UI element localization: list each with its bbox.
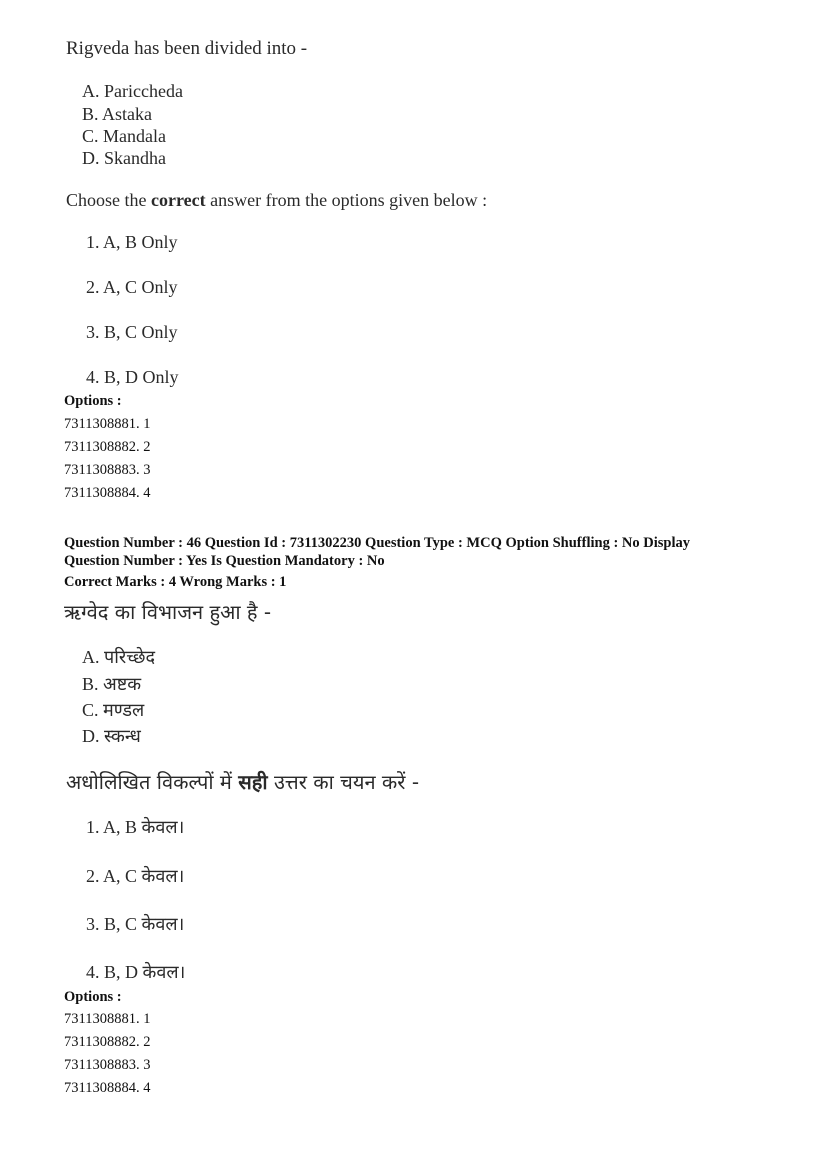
- choice-text: केवल।: [142, 962, 186, 983]
- instruction-emphasis: correct: [151, 190, 206, 210]
- answer-choice: 2. A, C Only: [86, 277, 178, 297]
- choice-label: 3. B, C: [86, 914, 138, 934]
- options-label: Options :: [64, 393, 122, 409]
- option-id: 7311308882. 2: [64, 1034, 151, 1050]
- item-label: C.: [82, 700, 99, 720]
- question-text-hindi: ऋग्वेद का विभाजन हुआ है -: [64, 600, 272, 624]
- item-label: D.: [82, 726, 100, 746]
- item-label: B.: [82, 674, 99, 694]
- choice-text: केवल।: [141, 914, 185, 935]
- list-item: A. Pariccheda: [82, 81, 183, 101]
- item-text: परिच्छेद: [104, 647, 156, 668]
- options-label: Options :: [64, 989, 122, 1005]
- option-id: 7311308884. 4: [64, 485, 151, 501]
- marks-line: Correct Marks : 4 Wrong Marks : 1: [64, 574, 287, 590]
- option-id: 7311308881. 1: [64, 416, 151, 432]
- question-meta-line: Question Number : 46 Question Id : 7311302230 Question Type : MCQ Option Shuffling : No Display: [64, 535, 690, 551]
- option-id: 7311308881. 1: [64, 1011, 151, 1027]
- list-item: D. Skandha: [82, 148, 166, 168]
- choice-label: 2. A, C: [86, 866, 138, 886]
- option-id: 7311308882. 2: [64, 439, 151, 455]
- answer-choice: 3. B, C Only: [86, 322, 178, 342]
- item-text: अष्टक: [103, 674, 142, 695]
- option-id: 7311308883. 3: [64, 462, 151, 478]
- list-item: [82, 645, 155, 669]
- item-text: मण्डल: [103, 700, 145, 721]
- choice-label: 1. A, B: [86, 817, 138, 837]
- instruction-text: अधोलिखित विकल्पों में: [66, 770, 239, 794]
- answer-choice: 1. A, B Only: [86, 232, 178, 252]
- answer-choice: [86, 815, 184, 839]
- instruction-text: answer from the options given below :: [205, 190, 488, 210]
- answer-choice: [86, 864, 184, 888]
- list-item: [82, 672, 141, 696]
- answer-choice: [86, 912, 184, 936]
- instruction-hindi: [66, 768, 419, 795]
- item-text: स्कन्ध: [104, 726, 141, 747]
- instruction-emphasis: सही: [238, 770, 268, 794]
- option-id: 7311308884. 4: [64, 1080, 151, 1096]
- list-item: C. Mandala: [82, 126, 166, 146]
- list-item: B. Astaka: [82, 104, 152, 124]
- question-meta-line: Question Number : Yes Is Question Mandatory : No: [64, 553, 385, 569]
- instruction-text: Choose the: [66, 190, 151, 210]
- list-item: [82, 724, 141, 748]
- choice-text: केवल।: [141, 817, 185, 838]
- question-text-english: Rigveda has been divided into -: [66, 38, 308, 59]
- list-item: [82, 698, 144, 722]
- option-id: 7311308883. 3: [64, 1057, 151, 1073]
- choice-text: केवल।: [141, 866, 185, 887]
- instruction-english: [66, 190, 487, 211]
- answer-choice: 4. B, D Only: [86, 367, 179, 387]
- answer-choice: [86, 960, 185, 984]
- item-label: A.: [82, 647, 100, 667]
- instruction-text: उत्तर का चयन करें -: [267, 770, 420, 794]
- choice-label: 4. B, D: [86, 962, 139, 982]
